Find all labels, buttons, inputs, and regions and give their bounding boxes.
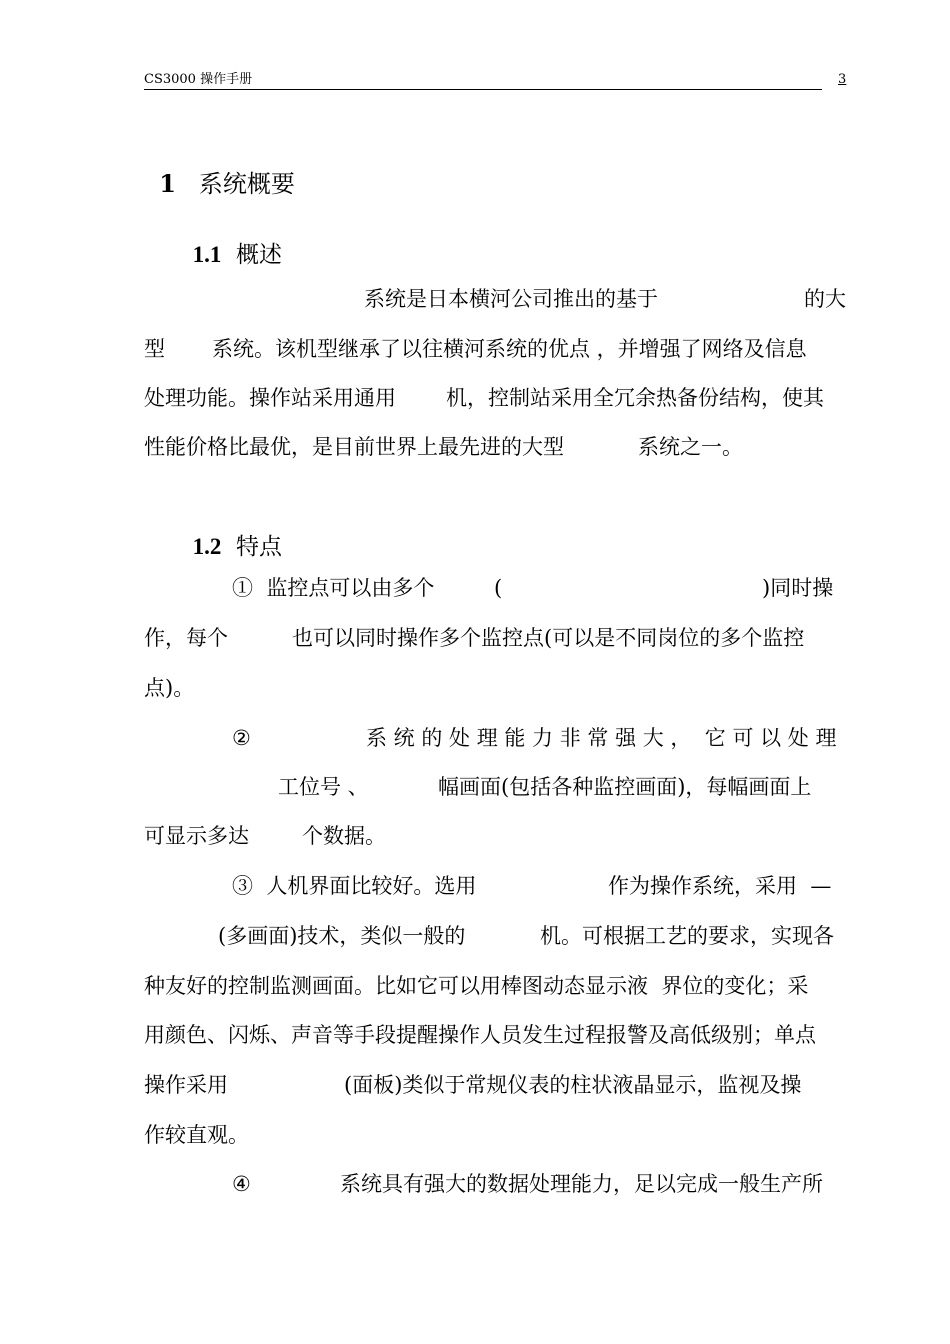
section-1-1-number: 1.1 [192, 242, 222, 267]
header-rule [144, 89, 822, 90]
section-1-2-number: 1.2 [192, 534, 222, 559]
section-1-2-title: 特点 [236, 534, 282, 560]
feature-1-line-3: 点)。 [144, 676, 195, 700]
section-1-1-heading [178, 210, 282, 270]
feature-4-marker: ④ [232, 1172, 251, 1196]
overview-line-3a: 处理功能。操作站采用通用 [144, 386, 396, 410]
feature-4-line-1: 系统具有强大的数据处理能力，足以完成一般生产所 [340, 1172, 823, 1196]
feature-3-line-2b: 机。可根据工艺的要求，实现各 [540, 924, 834, 948]
feature-1-line-1a: ① 监控点可以由多个 [232, 576, 435, 600]
section-1-heading [144, 139, 295, 199]
feature-2-line-1: 系 统 的 处 理 能 力 非 常 强 大 ， 它 可 以 处 理 [366, 726, 837, 750]
feature-3-line-4: 用颜色、闪烁、声音等手段提醒操作人员发生过程报警及高低级别；单点 [144, 1023, 816, 1047]
feature-2-marker: ② [232, 726, 251, 750]
overview-line-2b: 系统。该机型继承了以往横河系统的优点 ，并增强了网络及信息 [212, 337, 807, 361]
feature-2-line-3a: 可显示多达 [144, 824, 249, 848]
feature-1-line-2a: 作，每个 [144, 626, 228, 650]
feature-1-line-1c: )同时操 [762, 576, 834, 600]
feature-2-line-2a: 工位号 、 [278, 775, 369, 799]
feature-3-line-1a: ③ 人机界面比较好。选用 [232, 874, 477, 898]
feature-1-line-1b: ( [494, 576, 503, 600]
section-1-1-title: 概述 [236, 242, 282, 268]
section-1-2-heading [178, 502, 282, 562]
section-1-number: 1 [159, 169, 176, 198]
feature-2-line-3b: 个数据。 [302, 824, 386, 848]
feature-1-line-2b: 也可以同时操作多个监控点(可以是不同岗位的多个监控 [292, 626, 805, 650]
overview-line-2a: 型 [144, 337, 165, 361]
overview-line-1b: 的大 [804, 287, 846, 311]
feature-3-line-5a: 操作采用 [144, 1073, 228, 1097]
feature-3-line-5b: (面板)类似于常规仪表的柱状液晶显示，监视及操 [344, 1073, 802, 1097]
feature-2-line-2b: 幅画面(包括各种监控画面)，每幅画面上 [438, 775, 812, 799]
overview-line-3b: 机，控制站采用全冗余热备份结构，使其 [446, 386, 824, 410]
feature-3-line-1b: 作为操作系统，采用 — [608, 874, 832, 898]
overview-line-1a: 系统是日本横河公司推出的基于 [364, 287, 658, 311]
header-title: CS3000 操作手册 [144, 72, 253, 87]
feature-3-line-6: 作较直观。 [144, 1123, 249, 1147]
feature-3-line-2a: (多画面)技术，类似一般的 [218, 924, 466, 948]
overview-line-4b: 系统之一。 [638, 435, 743, 459]
page-number: 3 [838, 72, 847, 87]
feature-3-line-3: 种友好的控制监测画面。比如它可以用棒图动态显示液 界位的变化；采 [144, 974, 809, 998]
overview-line-4a: 性能价格比最优，是目前世界上最先进的大型 [144, 435, 564, 459]
section-1-title: 系统概要 [198, 170, 295, 198]
